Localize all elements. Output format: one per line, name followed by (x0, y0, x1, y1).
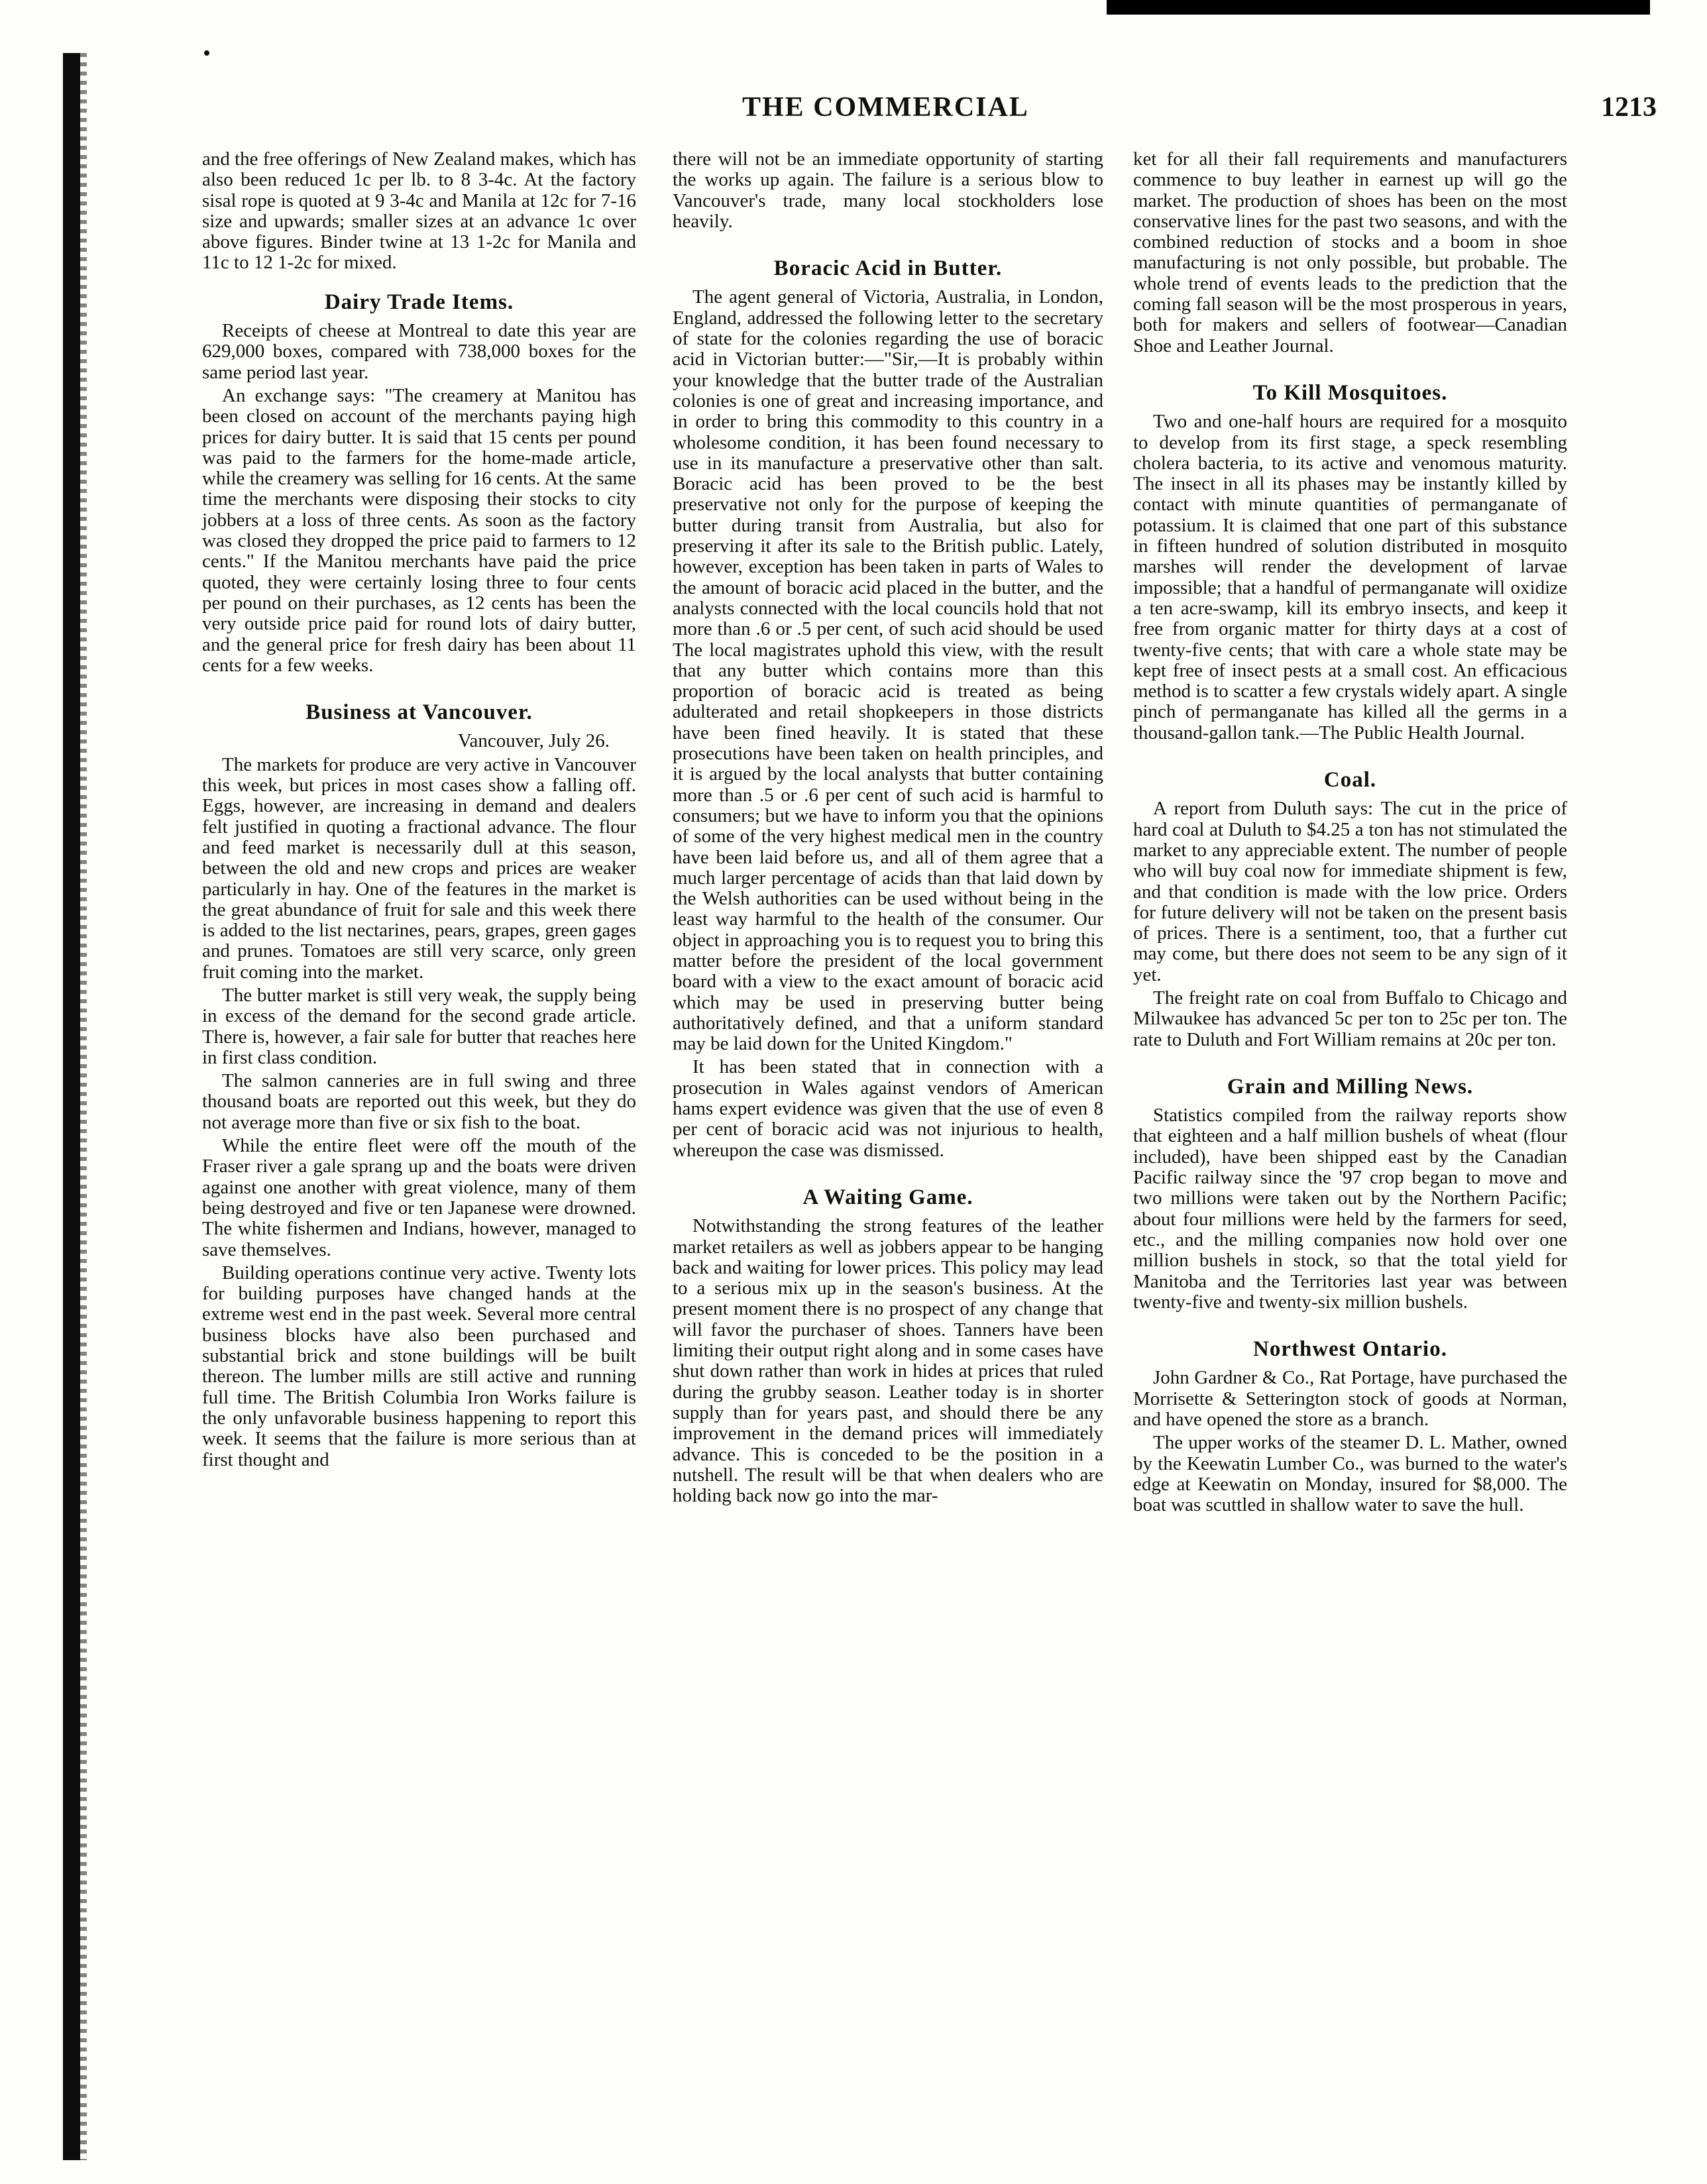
article-title-mosquitoes: To Kill Mosquitoes. (1252, 380, 1448, 405)
page-header (133, 91, 1657, 131)
continued-paragraph: there will not be an immediate opportunity of starting the works up again. The failure is a serious blow to Vancouver's trade, many local stockholders lose heavily. (673, 148, 1103, 232)
article-title-boracic: Boracic Acid in Butter. (773, 256, 1003, 281)
article-paragraph: Receipts of cheese at Montreal to date this year are 629,000 boxes, compared with 738,000 boxes for the same period last year. (202, 320, 636, 383)
page-number: 1213 (1601, 92, 1657, 123)
column-1 (202, 149, 636, 1473)
article-paragraph: While the entire fleet were off the mouth of the Fraser river a gale sprang up and the boats were driven against one another with great violence, many of them being destroyed and five or ten Japanese were drowned. The white fishermen and Indians, however, managed to save themselves. (202, 1135, 636, 1260)
article-paragraph: The agent general of Victoria, Australia, in London, England, addressed the following letter to the secretary of state for the colonies regarding the use of boracic acid in Victorian butter:—"Sir,—It is probably within your knowledge that the butter trade of the Australian colonies is one of great and increasing importance, and in order to bring this commodity to this country in a wholesome condition, it has been found necessary to use in its manufacture a preservative other than salt. Boracic acid has been proved to be the best preservative not only for the purpose of keeping the butter during transit from Australia, but also for preserving it after its sale to the British public. Lately, however, exception has been taken in parts of Wales to the amount of boracic acid placed in the butter, and the analysts connected with the local councils hold that not more than .6 or .5 per cent, of such acid should be used The local magistrates uphold this view, with the result that any butter which contains more than this proportion of boracic acid is treated as being adulterated and retail shopkeepers in those districts have been fined heavily. It is stated that these prosecutions have been taken on health principles, and it is argued by the local analysts that butter containing more than .5 or .6 per cent of such acid is harmful to consumers; but we have to inform you that the opinions of some of the very highest medical men in the country have been laid before us, and all of them agree that a much larger percentage of acids than that laid down by the Welsh authorities can be used without being in the least way harmful to the health of the consumer. Our object in approaching you is to request you to bring this matter before the president of the local government board with a view to the exact amount of boracic acid which may be used in preserving butter being authoritatively defined, and that a uniform standard may be laid down for the United Kingdom." (673, 286, 1103, 1055)
article-paragraph: Notwithstanding the strong features of the leather market retailers as well as jobbers appear to be hanging back and waiting for lower prices. This policy may lead to a serious mix up in the season's business. At the present moment there is no prospect of any change that will favor the purchaser of shoes. Tanners have been limiting their output right along and in some cases have shut down rather than work in hides at prices that ruled during the grubby season. Leather today is in shorter supply than for years past, and should there be any improvement in the demand prices will immediately advance. This is conceded to be the position in a nutshell. The result will be that when dealers who are holding back now go into the mar- (673, 1215, 1103, 1507)
dateline: Vancouver, July 26. (457, 730, 610, 752)
article-paragraph: Statistics compiled from the railway reports show that eighteen and a half million bushels of wheat (flour included), have been shipped east by the Canadian Pacific railway since the '97 crop began to move and two millions were taken out by the Northern Pacific; about four millions were held by the farmers for seed, etc., and the milling companies now hold over one million bushels in stock, so that the total yield for Manitoba and the Territories last year was between twenty-five and twenty-six million bushels. (1133, 1105, 1567, 1313)
article-title-waiting: A Waiting Game. (802, 1185, 973, 1209)
article-title-coal: Coal. (1323, 768, 1377, 792)
column-3 (1133, 149, 1567, 1519)
masthead: THE COMMERCIAL (742, 92, 1029, 123)
binding-edge (80, 53, 87, 2160)
article-paragraph: An exchange says: "The creamery at Manitou has been closed on account of the merchants paying high prices for dairy butter. It is said that 15 cents per pound was paid to the farmers for the home-made article, while the creamery was selling for 16 cents. At the same time the merchants were disposing their stocks to city jobbers at a loss of three cents. As soon as the factory was closed they dropped the price paid to farmers to 12 cents." If the Manitou merchants have paid the price quoted, they were certainly losing three to four cents per pound on their purchases, as 12 cents has been the very outside price paid for round lots of dairy butter, and the general price for fresh dairy has been about 11 cents for a few weeks. (202, 384, 636, 676)
column-2 (673, 149, 1103, 1509)
continued-paragraph: ket for all their fall requirements and manufacturers commence to buy leather in earnest up will go the market. The production of shoes has been on the most conservative lines for the past two seasons, and with the combined reduction of stocks and a boom in shoe manufacturing is not only possible, but probable. The whole trend of events leads to the prediction that the coming fall season will be the most prosperous in years, both for makers and sellers of footwear—Canadian Shoe and Leather Journal. (1133, 148, 1567, 356)
article-paragraph: The markets for produce are very active in Vancouver this week, but prices in most cases show a falling off. Eggs, however, are increasing in demand and dealers felt justified in quoting a fractional advance. The flour and feed market is necessarily dull at this season, between the old and new crops and prices are weaker particularly in hay. One of the features in the market is the great abundance of fruit for sale and this week there is added to the list nectarines, pears, grapes, green gages and prunes. Tomatoes are still very scarce, only green fruit coming into the market. (202, 753, 636, 983)
article-paragraph: The freight rate on coal from Buffalo to Chicago and Milwaukee has advanced 5c per ton to 25c per ton. The rate to Duluth and Fort William remains at 20c per ton. (1133, 987, 1567, 1050)
article-paragraph: John Gardner & Co., Rat Portage, have purchased the Morrisette & Setterington stock of goods at Norman, and have opened the store as a branch. (1133, 1367, 1567, 1431)
scan-edge-bar (1107, 0, 1650, 15)
article-paragraph: Two and one-half hours are required for a mosquito to develop from its first stage, a speck resembling cholera bacteria, to its active and venomous maturity. The insect in all its phases may be instantly killed by contact with minute quantities of permanganate of potassium. It is claimed that one part of this substance in fifteen hundred of solution distributed in mosquito marshes will render the development of larvae impossible; that a handful of permanganate will oxidize a ten acre-swamp, kill its embryo insects, and keep it free from organic matter for thirty days at a cost of twenty-five cents; that with care a whole state may be kept free of insect pests at a small cost. An efficacious method is to scatter a few crystals widely apart. A single pinch of permanganate has killed all the germs in a thousand-gallon tank.—The Public Health Journal. (1133, 411, 1567, 743)
article-paragraph: The butter market is still very weak, the supply being in excess of the demand for the second grade article. There is, however, a fair sale for butter that reaches here in first class condition. (202, 984, 636, 1068)
ink-speck (204, 50, 209, 56)
article-paragraph: It has been stated that in connection with a prosecution in Wales against vendors of American hams expert evidence was given that the use of even 8 per cent of boracic acid was not injurious to health, whereupon the case was dismissed. (673, 1056, 1103, 1161)
article-title-northwest: Northwest Ontario. (1253, 1337, 1447, 1362)
article-paragraph: A report from Duluth says: The cut in the price of hard coal at Duluth to $4.25 a ton has not stimulated the market to any appreciable extent. The number of people who will buy coal now for immediate shipment is few, and that condition is made with the low price. Orders for future delivery will not be taken on the present basis of prices. There is a sentiment, too, that a further cut may come, but there does not seem to be any sign of it yet. (1133, 798, 1567, 985)
article-title-vancouver: Business at Vancouver. (305, 700, 533, 725)
article-paragraph: The salmon canneries are in full swing and three thousand boats are reported out this week, but they do not average more than five or six fish to the boat. (202, 1070, 636, 1133)
article-title-dairy: Dairy Trade Items. (324, 290, 514, 314)
binding-spine (63, 53, 80, 2160)
article-paragraph: Building operations continue very active. Twenty lots for building purposes have changed hands at the extreme west end in the past week. Several more central business blocks have also been purchased and substantial brick and stone buildings will be built thereon. The lumber mills are still active and running full time. The British Columbia Iron Works failure is the only unfavorable business happening to report this week. It seems that the failure is more serious than at first thought and (202, 1262, 636, 1470)
article-title-grain: Grain and Milling News. (1227, 1074, 1474, 1099)
continued-paragraph: and the free offerings of New Zealand makes, which has also been reduced 1c per lb. to 8 3-4c. At the factory sisal rope is quoted at 9 3-4c and Manila at 12c for 7-16 size and upwards; smaller sizes at an advance 1c over above figures. Binder twine at 13 1-2c for Manila and 11c to 12 1-2c for mixed. (202, 148, 636, 274)
article-paragraph: The upper works of the steamer D. L. Mather, owned by the Keewatin Lumber Co., was burned to the water's edge at Keewatin on Monday, insured for $8,000. The boat was scuttled in shallow water to save the hull. (1133, 1432, 1567, 1516)
